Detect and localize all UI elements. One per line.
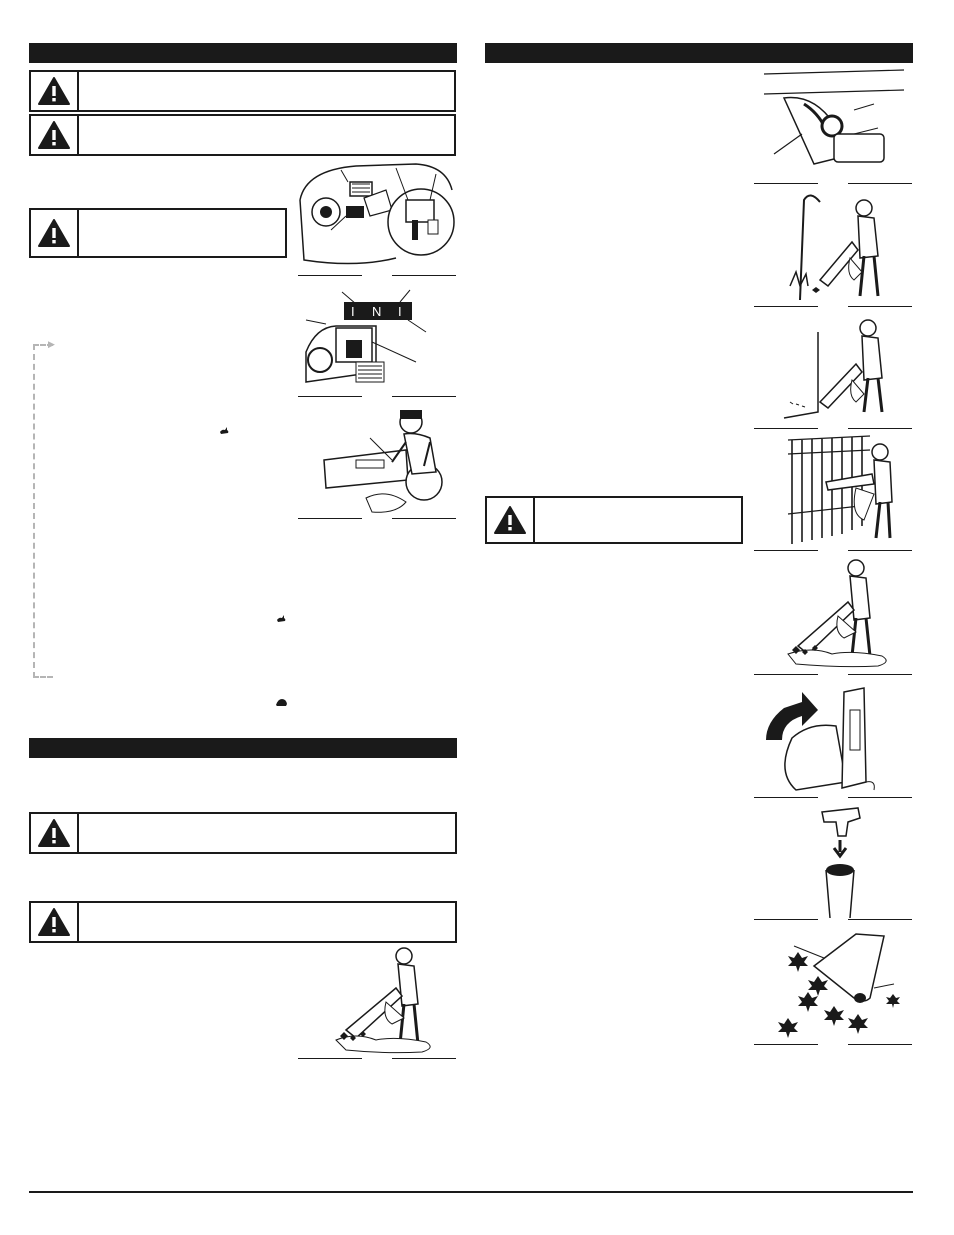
figure-caption-line — [392, 396, 456, 397]
figure-caption-line — [754, 1044, 818, 1045]
figure-caption-line — [392, 518, 456, 519]
figure-caption-line — [848, 550, 912, 551]
figure-emptying-bag — [756, 682, 912, 794]
warning-triangle-icon — [37, 76, 71, 106]
figure-caption-line — [848, 428, 912, 429]
section-header-bar-right-top — [485, 43, 913, 63]
warning-triangle-icon — [37, 120, 71, 150]
figure-nozzle-mulching-leaves — [774, 928, 912, 1042]
figure-caption-line — [298, 518, 362, 519]
figure-caption-line — [754, 919, 818, 920]
figure-caption-line — [298, 275, 362, 276]
section-header-bar-left-mid — [29, 738, 457, 758]
figure-stop-switch — [296, 282, 456, 394]
figure-caption-line — [848, 306, 912, 307]
figure-caption-line — [298, 1058, 362, 1059]
footer-rule — [29, 1191, 913, 1193]
section-header-bar-left-top — [29, 43, 457, 63]
figure-caption-line — [848, 674, 912, 675]
figure-caption-line — [754, 674, 818, 675]
figure-blowing-along-wall — [780, 312, 912, 426]
figure-caption-line — [754, 306, 818, 307]
bracket-arrow-icon: ▶ — [48, 339, 55, 349]
figure-caption-line — [392, 1058, 456, 1059]
figure-blowing-around-tree — [780, 190, 912, 304]
figure-caption-line — [848, 797, 912, 798]
figure-caption-line — [298, 396, 362, 397]
warning-icon-cell — [31, 210, 79, 256]
warning-box-1 — [29, 70, 456, 112]
warning-triangle-icon — [37, 818, 71, 848]
figure-caption-line — [848, 919, 912, 920]
figure-caption-line — [754, 183, 818, 184]
figure-caption-line — [848, 183, 912, 184]
figure-engine-controls — [296, 160, 456, 272]
warning-icon-cell — [31, 116, 79, 154]
turtle-icon — [275, 698, 288, 707]
figure-caption-line — [848, 1044, 912, 1045]
warning-icon-cell — [31, 814, 79, 852]
figure-caption-line — [754, 797, 818, 798]
warning-triangle-icon — [493, 505, 527, 535]
warning-triangle-icon — [37, 907, 71, 937]
warning-triangle-icon — [37, 218, 71, 248]
warning-icon-cell — [31, 903, 79, 941]
warning-box-3 — [29, 208, 287, 258]
figure-caption-line — [392, 275, 456, 276]
figure-caption-line — [754, 428, 818, 429]
figure-blowing-along-fence — [780, 434, 912, 548]
switch-label-right: I — [398, 304, 402, 319]
rabbit-icon — [276, 614, 286, 623]
warning-box-4 — [29, 812, 457, 854]
warning-box-5 — [29, 901, 457, 943]
switch-label-middle: N — [372, 304, 382, 319]
figure-caption-line — [754, 550, 818, 551]
figure-tube-connection — [754, 64, 912, 180]
rabbit-icon — [219, 426, 229, 435]
switch-label-left: I — [351, 304, 355, 319]
figure-vacuuming-leaves-right — [782, 556, 912, 670]
figure-starting-position — [296, 402, 456, 516]
warning-icon-cell — [31, 72, 79, 110]
warning-box-2 — [29, 114, 456, 156]
figure-nozzle-attachment — [800, 806, 872, 918]
warning-box-6 — [485, 496, 743, 544]
warning-icon-cell — [487, 498, 535, 542]
figure-vacuuming-leaves — [326, 944, 456, 1056]
dashed-bracket — [33, 344, 53, 678]
